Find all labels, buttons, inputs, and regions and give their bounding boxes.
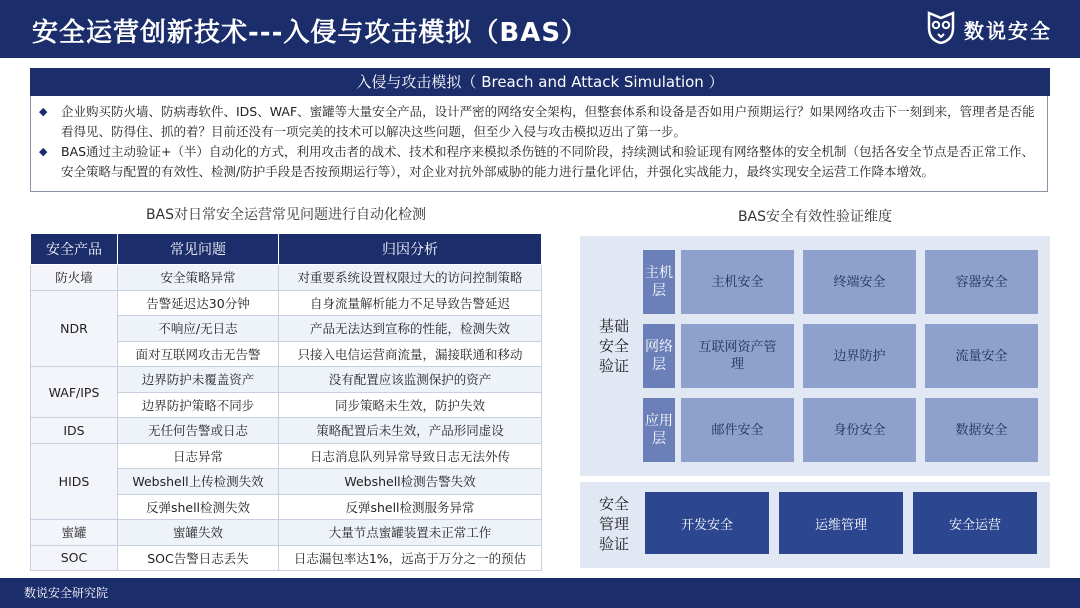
- brand-logo: [926, 10, 1052, 48]
- brand-name: 数说安全: [964, 18, 1052, 43]
- cause-cell: 反弹shell检测服务异常: [279, 494, 542, 520]
- base-verification-label: 基础安全验证: [598, 317, 629, 375]
- dimension-security-operations: 安全运营: [913, 492, 1037, 554]
- issue-cell: 日志异常: [118, 443, 279, 469]
- table-row: [31, 265, 542, 291]
- column-header: 归因分析: [279, 234, 542, 265]
- dimension-endpoint-security: 终端安全: [803, 250, 916, 314]
- issue-cell: 面对互联网攻击无告警: [118, 341, 279, 367]
- cause-cell: 策略配置后未生效，产品形同虚设: [279, 418, 542, 444]
- table-row: [31, 443, 542, 469]
- header-bar: [0, 0, 1080, 58]
- intro-box: [30, 96, 1048, 192]
- table-row: [31, 520, 542, 546]
- issue-cell: 边界防护策略不同步: [118, 392, 279, 418]
- cause-cell: 同步策略未生效，防护失效: [279, 392, 542, 418]
- issue-cell: 边界防护未覆盖资产: [118, 367, 279, 393]
- product-cell: 蜜罐: [31, 520, 118, 546]
- footer-bar: 数说安全研究院: [0, 578, 1080, 608]
- issue-cell: 无任何告警或日志: [118, 418, 279, 444]
- dimension-internet-asset-management: 互联网资产管理: [681, 324, 794, 388]
- cause-cell: 只接入电信运营商流量，漏接联通和移动: [279, 341, 542, 367]
- intro-text: 企业购买防火墙、防病毒软件、IDS、WAF、蜜罐等大量安全产品，设计严密的网络安全架构，但整套体系和设备是否如用户预期运行？如果网络攻击下一刻到来，管理者是否能看得见、防得住、抓的着？目前还没有一项完美的技术可以解决这些问题，但至少入侵与攻击模拟迈出了第一步。: [61, 104, 1035, 139]
- cause-cell: 自身流量解析能力不足导致告警延迟: [279, 290, 542, 316]
- diamond-bullet-icon: ◆: [39, 145, 48, 158]
- product-cell: 防火墙: [31, 265, 118, 291]
- column-header: 安全产品: [31, 234, 118, 265]
- dimension-dev-security: 开发安全: [645, 492, 769, 554]
- page-title: 安全运营创新技术---入侵与攻击模拟（BAS）: [32, 18, 589, 48]
- right-section-title: BAS安全有效性验证维度: [737, 209, 893, 225]
- dimension-ops-management: 运维管理: [779, 492, 903, 554]
- dimension-data-security: 数据安全: [925, 398, 1038, 462]
- issue-cell: 反弹shell检测失效: [118, 494, 279, 520]
- intro-paragraph: [39, 142, 1035, 182]
- issue-cell: SOC告警日志丢失: [118, 545, 279, 571]
- product-cell: NDR: [31, 290, 118, 367]
- dimension-host-security: 主机安全: [681, 250, 794, 314]
- product-cell: WAF/IPS: [31, 367, 118, 418]
- table-row: [31, 545, 542, 571]
- table-header-row: [31, 234, 542, 265]
- product-cell: HIDS: [31, 443, 118, 520]
- table-row: [31, 418, 542, 444]
- table-row: [31, 367, 542, 393]
- cause-cell: 对重要系统设置权限过大的访问控制策略: [279, 265, 542, 291]
- issue-cell: 蜜罐失效: [118, 520, 279, 546]
- table-row: [31, 290, 542, 316]
- cause-cell: 产品无法达到宣称的性能，检测失效: [279, 316, 542, 342]
- dimension-border-protection: 边界防护: [803, 324, 916, 388]
- layer-label-application: 应用层: [643, 398, 675, 462]
- issue-cell: 告警延迟达30分钟: [118, 290, 279, 316]
- dimension-mail-security: 邮件安全: [681, 398, 794, 462]
- diamond-bullet-icon: ◆: [39, 105, 48, 118]
- left-section-title: BAS对日常安全运营常见问题进行自动化检测: [145, 207, 427, 223]
- cause-cell: 日志消息队列异常导致日志无法外传: [279, 443, 542, 469]
- dimension-identity-security: 身份安全: [803, 398, 916, 462]
- cause-cell: Webshell检测告警失效: [279, 469, 542, 495]
- owl-mask-icon: [926, 10, 956, 48]
- issue-cell: 安全策略异常: [118, 265, 279, 291]
- product-cell: IDS: [31, 418, 118, 444]
- issue-cell: 不响应/无日志: [118, 316, 279, 342]
- section-subtitle: 入侵与攻击模拟（ Breach and Attack Simulation ）: [30, 68, 1050, 96]
- issue-cell: Webshell上传检测失效: [118, 469, 279, 495]
- intro-paragraph: [39, 102, 1035, 142]
- issue-table: [30, 233, 542, 571]
- management-verification-label: 安全管理验证: [598, 495, 629, 553]
- layer-label-network: 网络层: [643, 324, 675, 388]
- intro-text: BAS通过主动验证+（半）自动化的方式，利用攻击者的战术、技术和程序来模拟杀伤链的不同阶段，持续测试和验证现有网络整体的安全机制（包括各安全节点是否正常工作、安全策略与配置的有效性、检测/防护手段是否按预期运行等），对企业对抗外部威胁的能力进行量化评估，并强化实战能力，最终实现安全运营工作降本增效。: [61, 144, 1035, 179]
- layer-label-host: 主机层: [643, 250, 675, 314]
- cause-cell: 大量节点蜜罐装置未正常工作: [279, 520, 542, 546]
- cause-cell: 没有配置应该监测保护的资产: [279, 367, 542, 393]
- cause-cell: 日志漏包率达1%，远高于万分之一的预估: [279, 545, 542, 571]
- product-cell: SOC: [31, 545, 118, 571]
- column-header: 常见问题: [118, 234, 279, 265]
- dimension-traffic-security: 流量安全: [925, 324, 1038, 388]
- dimension-container-security: 容器安全: [925, 250, 1038, 314]
